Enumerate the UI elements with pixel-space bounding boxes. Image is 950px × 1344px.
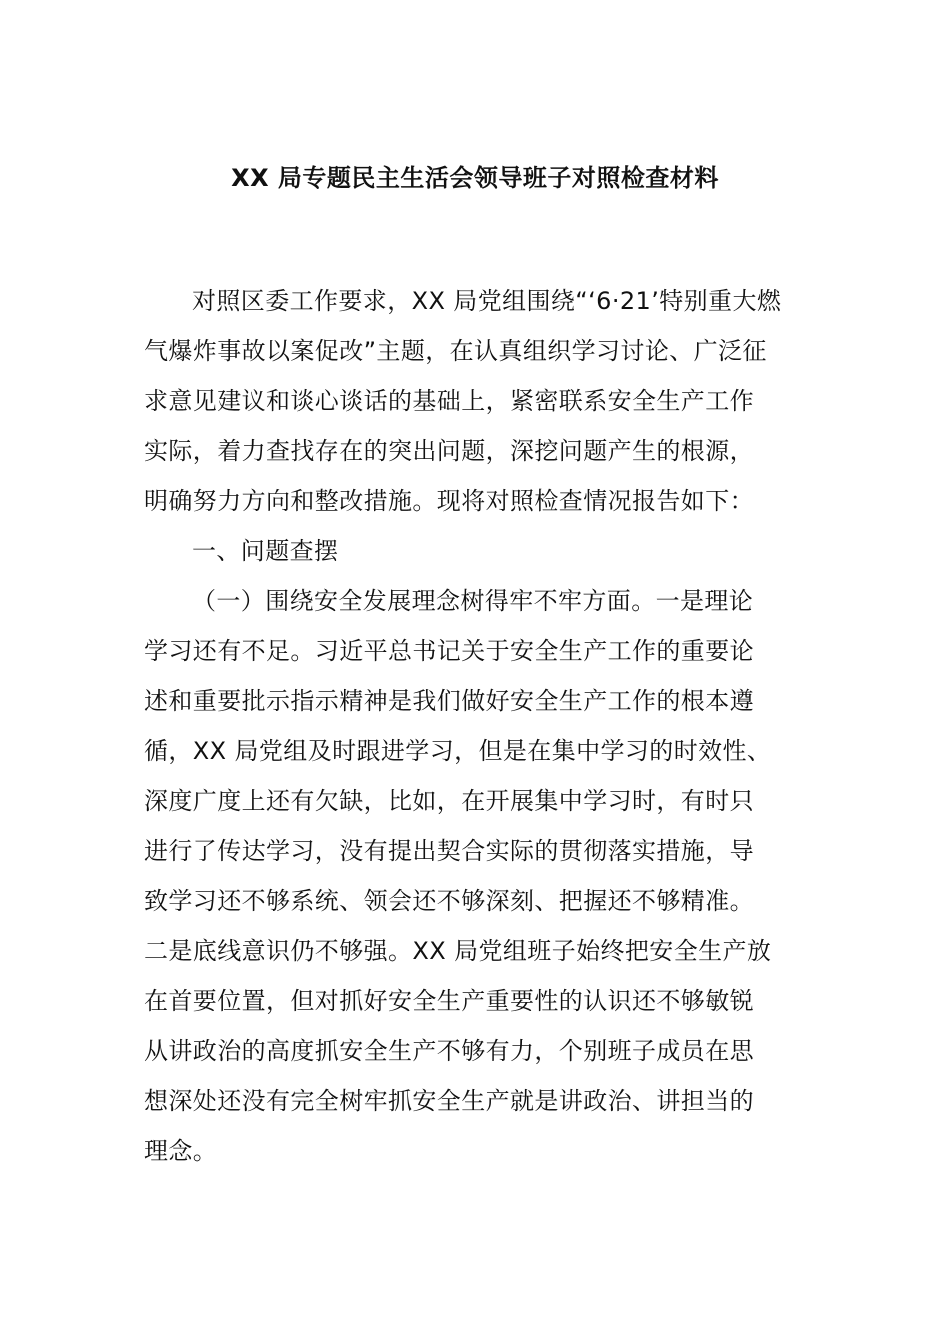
document-title: XX 局专题民主生活会领导班子对照检查材料 xyxy=(231,164,719,192)
paragraph-line: 深度广度上还有欠缺，比如，在开展集中学习时，有时只 xyxy=(144,787,754,815)
paragraph-line: 述和重要批示指示精神是我们做好安全生产工作的根本遵 xyxy=(144,687,754,715)
paragraph-line: 理念。 xyxy=(144,1137,218,1165)
paragraph-line: 想深处还没有完全树牢抓安全生产就是讲政治、讲担当的 xyxy=(144,1087,754,1115)
paragraph-line: 求意见建议和谈心谈话的基础上，紧密联系安全生产工作 xyxy=(144,387,754,415)
paragraph-line: 致学习还不够系统、领会还不够深刻、把握还不够精准。 xyxy=(144,887,754,915)
paragraph-line: 进行了传达学习，没有提出契合实际的贯彻落实措施，导 xyxy=(144,837,754,865)
paragraph-line: 气爆炸事故以案促改”主题，在认真组织学习讨论、广泛征 xyxy=(144,337,767,365)
paragraph-line: 从讲政治的高度抓安全生产不够有力，个别班子成员在思 xyxy=(144,1037,754,1065)
paragraph-line: 学习还有不足。习近平总书记关于安全生产工作的重要论 xyxy=(144,637,754,665)
section-heading: 一、问题查摆 xyxy=(192,537,339,565)
paragraph-line: 明确努力方向和整改措施。现将对照检查情况报告如下： xyxy=(144,487,754,515)
paragraph-line: （一）围绕安全发展理念树得牢不牢方面。一是理论 xyxy=(192,587,754,615)
paragraph-line: 循，XX 局党组及时跟进学习，但是在集中学习的时效性、 xyxy=(144,737,772,765)
paragraph-line: 实际，着力查找存在的突出问题，深挖问题产生的根源， xyxy=(144,437,754,465)
paragraph-line: 在首要位置，但对抓好安全生产重要性的认识还不够敏锐 xyxy=(144,987,754,1015)
paragraph-line: 二是底线意识仍不够强。XX 局党组班子始终把安全生产放 xyxy=(144,937,772,965)
paragraph-line: 对照区委工作要求，XX 局党组围绕“‘6·21’特别重大燃 xyxy=(192,287,782,315)
